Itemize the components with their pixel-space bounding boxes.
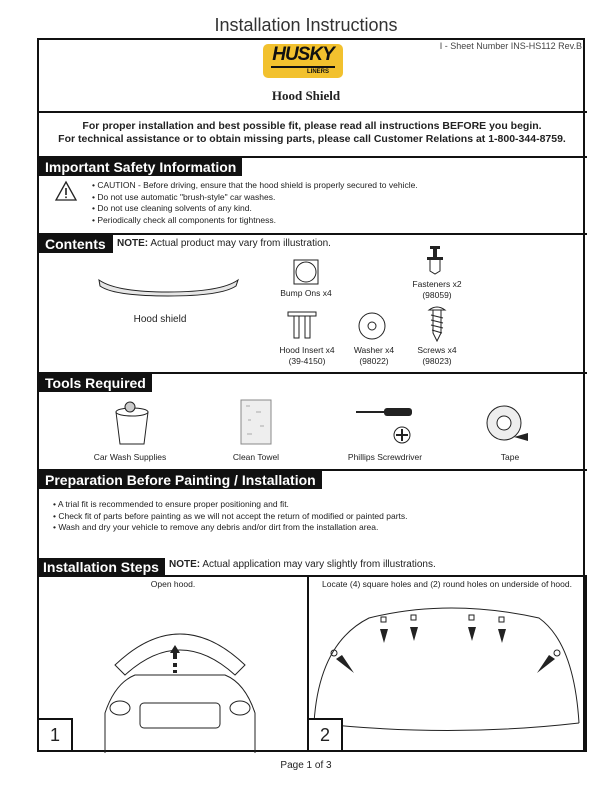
safety-heading: Important Safety Information: [39, 158, 242, 176]
note-text: Actual product may vary from illustration.: [150, 238, 331, 249]
part-number: (98023): [422, 356, 452, 366]
prep-list: [53, 499, 408, 534]
hood-insert-illustration: [287, 311, 317, 341]
steps-note: [169, 559, 436, 570]
logo-text: HUSKY: [272, 44, 334, 65]
item-label: Hood shield: [133, 314, 187, 325]
safety-list: [92, 180, 418, 226]
warning-icon: [54, 180, 78, 202]
safety-item: • Do not use automatic "brush-style" car washes.: [92, 192, 418, 204]
step-text: Open hood.: [150, 579, 196, 589]
fastener-illustration: [425, 244, 445, 276]
screwdriver-illustration: [354, 404, 416, 444]
divider: [37, 233, 587, 235]
open-hood-illustration: [95, 603, 265, 753]
prep-item: • A trial fit is recommended to ensure proper positioning and fit.: [53, 499, 408, 511]
note-text: Actual application may vary slightly from illustrations.: [202, 559, 436, 570]
contents-note: [117, 238, 331, 249]
tool-label: Tape: [500, 452, 520, 462]
document-title: Installation Instructions: [214, 15, 398, 35]
tool-label: Phillips Screwdriver: [347, 452, 423, 462]
steps-heading: Installation Steps: [37, 558, 165, 576]
item-name: Washer x4: [353, 345, 395, 355]
item-name: Screws x4: [417, 345, 457, 355]
page-number: Page 1 of 3: [280, 760, 332, 771]
part-number: (98059): [422, 290, 452, 300]
safety-item: • CAUTION - Before driving, ensure that the hood shield is properly secured to vehicle.: [92, 180, 418, 192]
bucket-illustration: [112, 398, 152, 446]
intro-line: For proper installation and best possible fit, please read all instructions BEFORE you begin.: [82, 120, 542, 132]
husky-logo: [263, 44, 343, 78]
prep-item: • Check fit of parts before painting as we will not accept the return of modified or painted parts.: [53, 511, 408, 523]
item-name: Fasteners x2: [412, 279, 462, 289]
part-number: (98022): [359, 356, 389, 366]
tool-label: Car Wash Supplies: [93, 452, 167, 462]
sheet-number: I - Sheet Number INS-HS112 Rev.B: [439, 41, 582, 51]
step-number: 1: [37, 718, 73, 752]
prep-heading: Preparation Before Painting / Installation: [39, 471, 322, 489]
tape-illustration: [484, 403, 530, 443]
contents-heading: Contents: [39, 235, 113, 253]
washer-illustration: [357, 311, 387, 341]
logo-subtext: LINERS: [271, 66, 335, 76]
intro-text: [40, 120, 584, 146]
step-text: Locate (4) square holes and (2) round holes on underside of hood.: [322, 579, 572, 589]
safety-item: • Do not use cleaning solvents of any kind.: [92, 203, 418, 215]
bump-on-illustration: [293, 259, 319, 285]
item-name: Hood Insert x4: [279, 345, 335, 355]
note-label: NOTE:: [117, 238, 149, 249]
hood-shield-illustration: [96, 276, 241, 298]
step-2-panel: [307, 575, 587, 752]
prep-item: • Wash and dry your vehicle to remove any debris and/or dirt from the installation area.: [53, 522, 408, 534]
item-label: Bump Ons x4: [280, 288, 332, 298]
step-1-panel: [37, 575, 309, 752]
divider: [37, 111, 587, 113]
step-number: 2: [307, 718, 343, 752]
part-number: (39-4150): [288, 356, 326, 366]
hood-underside-illustration: [309, 603, 585, 753]
note-label: NOTE:: [169, 559, 201, 570]
item-label: [397, 279, 477, 301]
tools-heading: Tools Required: [39, 374, 152, 392]
intro-line: For technical assistance or to obtain missing parts, please call Customer Relations at 1-800-344-8759.: [58, 133, 566, 145]
product-name: Hood Shield: [271, 88, 341, 103]
tool-label: Clean Towel: [232, 452, 280, 462]
item-label: [397, 345, 477, 367]
safety-item: • Periodically check all components for tightness.: [92, 215, 418, 227]
towel-illustration: [238, 398, 274, 446]
screw-illustration: [427, 305, 447, 343]
